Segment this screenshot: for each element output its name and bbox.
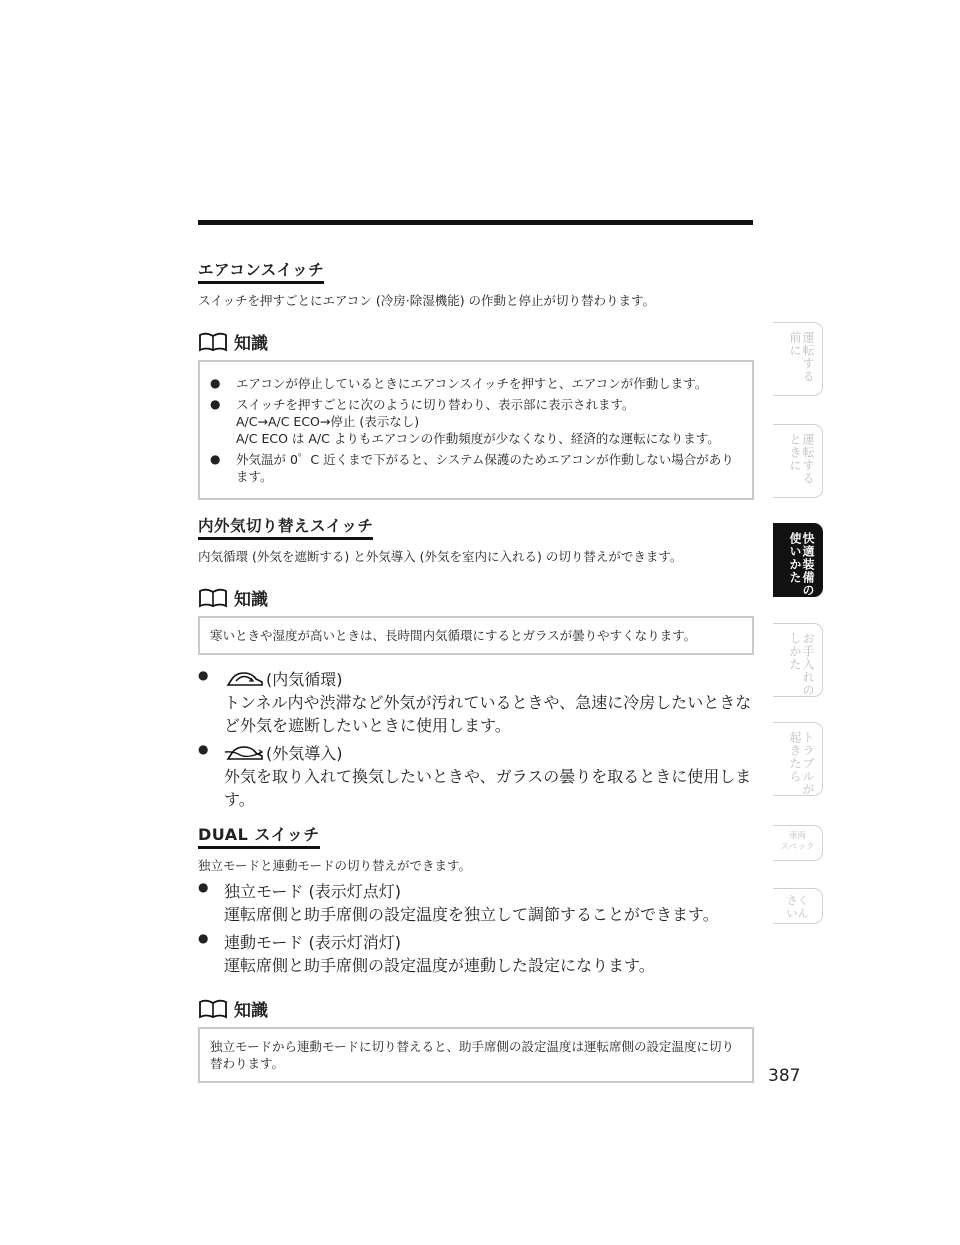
section-heading-dual-switch: DUAL スイッチ (198, 822, 320, 849)
fresh-air-icon (224, 743, 266, 763)
side-tab-before-driving[interactable] (773, 322, 823, 396)
fresh-air-desc: 外気を取り入れて換気したいときや、ガラスの曇りを取るときに使用します。 (224, 767, 752, 809)
knowledge-title (198, 996, 754, 1021)
knowledge-title (198, 329, 754, 354)
recirculation-desc: トンネル内や渋滞など外気が汚れているときや、急速に冷房したいときなど外気を遮断したいときに使用します。 (224, 693, 752, 735)
bullet: ● (210, 376, 221, 390)
page-number: 387 (768, 1066, 801, 1086)
mode-list (198, 667, 754, 810)
knowledge-title (198, 585, 754, 610)
side-tab-label: さく いん (786, 894, 809, 920)
list-item-text: 外気温が 0゜C 近くまで下がると、システム保護のためエアコンが作動しない場合があります。 (236, 452, 734, 484)
section-text: 内気循環 (外気を遮断する) と外気導入 (外気を室内に入れる) の切り替えができます。 (198, 549, 683, 564)
side-tab-troubleshooting[interactable] (773, 722, 823, 796)
side-tab-label: 車両 スペック (780, 831, 815, 852)
side-tab-label: 運転する 前に (788, 331, 815, 383)
knowledge-box (198, 1027, 754, 1083)
side-tab-label: トラブルが 起きたら (788, 731, 815, 796)
knowledge-box (198, 360, 754, 500)
section-text: 独立モードと連動モードの切り替えができます。 (198, 858, 472, 873)
knowledge-text: 独立モードから連動モードに切り替えると、助手席側の設定温度は運転席側の設定温度に切り替わります。 (210, 1039, 735, 1071)
book-icon (198, 999, 228, 1019)
list-item (210, 375, 742, 392)
bullet: ● (198, 931, 209, 945)
side-tab-specifications[interactable] (773, 825, 823, 861)
bullet: ● (198, 668, 209, 682)
knowledge-label: 知識 (234, 590, 268, 610)
side-tab-comfort-features[interactable] (773, 523, 823, 597)
side-tab-maintenance[interactable] (773, 623, 823, 697)
bullet: ● (210, 397, 221, 411)
side-tab-label: お手入れの しかた (788, 632, 815, 697)
side-tab-label: 運転する ときに (788, 433, 815, 485)
section-text: スイッチを押すごとにエアコン (冷房·除湿機能) の作動と停止が切り替わります。 (198, 293, 656, 308)
side-tab-label: 快適装備の 使いかた (788, 532, 815, 597)
list-item (198, 930, 754, 976)
section-heading-air-intake-switch: 内外気切り替えスイッチ (198, 514, 373, 540)
list-item (210, 396, 742, 447)
knowledge-label: 知識 (234, 1001, 268, 1021)
fresh-air-label: (外気導入) (266, 744, 343, 763)
side-tab-index[interactable] (773, 888, 823, 924)
recirculation-label: (内気循環) (266, 670, 343, 689)
knowledge-box (198, 616, 754, 655)
top-rule (198, 220, 753, 225)
recirculation-icon (224, 669, 266, 689)
book-icon (198, 332, 228, 352)
dual-mode-label: 連動モード (表示灯消灯) (224, 933, 401, 952)
list-item (210, 451, 742, 485)
main-content (198, 258, 754, 1083)
book-icon (198, 588, 228, 608)
side-tab-while-driving[interactable] (773, 424, 823, 498)
list-item (198, 667, 754, 736)
dual-mode-desc: 運転席側と助手席側の設定温度を独立して調節することができます。 (224, 905, 719, 924)
list-item-text: スイッチを押すごとに次のように切り替わり、表示部に表示されます。 A/C→A/C ECO→停止 (表示なし) A/C ECO は A/C よりもエアコンの作動頻度が少なくなり、経済的な運転になります。 (236, 397, 720, 446)
list-item-text: エアコンが停止しているときにエアコンスイッチを押すと、エアコンが作動します。 (236, 376, 708, 391)
dual-mode-desc: 運転席側と助手席側の設定温度が連動した設定になります。 (224, 956, 655, 975)
bullet: ● (198, 742, 209, 756)
section-heading-ac-switch: エアコンスイッチ (198, 258, 324, 284)
dual-mode-list (198, 879, 754, 976)
list-item (198, 741, 754, 810)
knowledge-label: 知識 (234, 334, 268, 354)
dual-mode-label: 独立モード (表示灯点灯) (224, 882, 401, 901)
list-item (198, 879, 754, 925)
bullet: ● (210, 452, 221, 466)
bullet: ● (198, 880, 209, 894)
knowledge-text: 寒いときや湿度が高いときは、長時間内気循環にするとガラスが曇りやすくなります。 (210, 628, 697, 643)
